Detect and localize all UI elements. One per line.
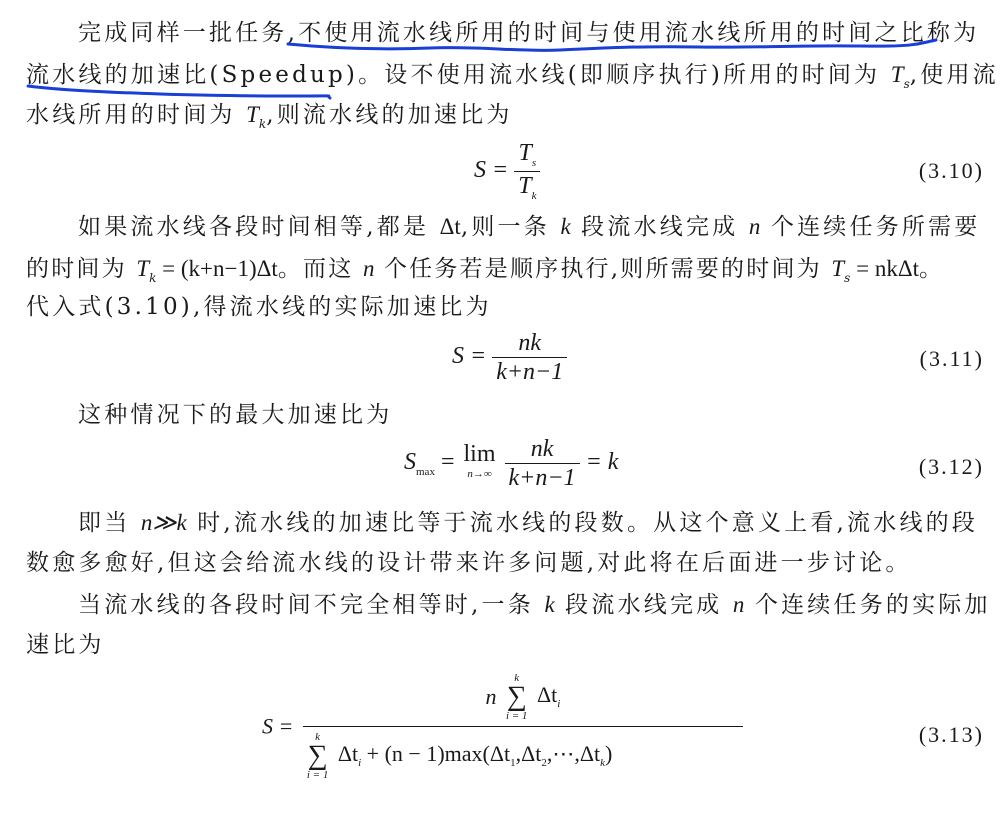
math-expr: = (k+n−1)Δt <box>156 256 278 281</box>
summation <box>506 672 527 722</box>
denominator: k+n−1 <box>505 463 580 491</box>
numerator: nk <box>530 436 554 462</box>
math-expr: = nkΔt <box>850 256 919 281</box>
sum-lower: i = 1 <box>306 769 329 781</box>
math-sub: max <box>416 466 435 479</box>
math-var: T <box>518 173 532 199</box>
math-sub: i <box>557 698 561 710</box>
math-var: T <box>136 256 150 281</box>
math-sub: 1 <box>510 757 516 769</box>
math-var: n <box>485 684 497 709</box>
text-span: 完成同样一批任务 <box>78 20 288 46</box>
text-span: 如果流水线各段时间相等,都是 <box>78 214 440 240</box>
math-var: S <box>404 449 416 476</box>
equation-3-10 <box>474 140 540 203</box>
eq-lhs: S = <box>452 343 487 370</box>
math-term: Δt <box>337 741 359 766</box>
fraction <box>492 330 567 385</box>
text-span: 称为 <box>926 20 980 46</box>
equation-3-12 <box>404 436 618 491</box>
equation-number-3-11: (3.11) <box>919 346 984 371</box>
equation-3-11 <box>452 330 567 385</box>
lim-sub: n→∞ <box>467 467 492 480</box>
numerator <box>303 672 743 726</box>
math-var: k <box>560 214 571 239</box>
paragraph-1-line-3 <box>26 100 513 133</box>
equation-number-3-12: (3.12) <box>918 454 984 479</box>
text-span: 。设不使用流水线(即顺序执行)所用的时间为 <box>358 62 891 88</box>
math-sub: k <box>531 190 537 202</box>
math-sub: i <box>358 757 362 769</box>
math-var: n <box>748 214 761 239</box>
paragraph-1-line-1 <box>78 18 979 48</box>
math-term: Δt <box>536 682 558 707</box>
text-span: 。 <box>919 256 945 282</box>
text-span: 当流水线的各段时间不完全相等时,一条 <box>78 592 545 618</box>
fraction <box>514 140 540 203</box>
paragraph-2-line-2 <box>26 254 944 287</box>
fraction <box>505 436 580 491</box>
math-var: k <box>544 592 555 617</box>
text-span: 水线所用的时间为 <box>26 102 247 128</box>
denominator <box>303 726 743 781</box>
math-expr: n≫k <box>140 510 187 535</box>
fraction <box>303 672 743 781</box>
denominator: k+n−1 <box>492 357 567 385</box>
sum-lower: i = 1 <box>505 710 528 722</box>
paragraph-3-line-1: 这种情况下的最大加速比为 <box>78 402 393 428</box>
paragraph-4-line-1 <box>78 508 978 538</box>
eq-lhs: S = <box>262 713 294 739</box>
math-sub: k <box>258 117 267 131</box>
text-span: 。而这 <box>277 256 363 282</box>
text-span: 即当 <box>78 510 141 536</box>
text-span: 的时间为 <box>26 256 137 282</box>
math-var: T <box>831 256 845 281</box>
math-sub: s <box>903 77 910 91</box>
equation-3-13 <box>262 672 743 781</box>
paragraph-5-line-1 <box>78 590 991 620</box>
math-expr: Δt <box>439 214 461 239</box>
paragraph-4-line-2: 数愈多愈好,但这会给流水线的设计带来许多问题,对此将在后面进一步讨论。 <box>26 550 912 576</box>
sum-upper: k <box>514 672 520 684</box>
text-span: 个任务若是顺序执行,则所需要的时间为 <box>374 256 832 282</box>
text-span: 个连续任务的实际加 <box>744 592 991 618</box>
math-term: ,Δt <box>515 741 542 766</box>
equals-sign: = <box>434 449 461 476</box>
text-span: ,则流水线的加速比为 <box>266 102 513 128</box>
sum-upper: k <box>315 731 321 743</box>
paragraph-1-line-2 <box>26 60 999 93</box>
math-var: T <box>246 102 259 127</box>
math-sub: s <box>844 271 851 285</box>
math-var: T <box>518 140 532 166</box>
eq-rhs: = k <box>579 449 619 476</box>
summation <box>307 731 328 781</box>
underlined-definition: ,不使用流水线所用的时间与使用流水线所用的时间之比 <box>287 20 927 46</box>
numerator: nk <box>518 330 542 356</box>
math-sub: k <box>149 271 157 285</box>
text-span: ,使用流 <box>909 62 999 88</box>
math-term: + (n − 1)max(Δt <box>361 741 511 766</box>
math-var: n <box>732 592 745 617</box>
eq-lhs: S = <box>474 157 509 184</box>
math-term: ) <box>605 741 613 766</box>
math-var: T <box>890 62 904 87</box>
denominator <box>514 171 540 203</box>
text-span: 时,流水线的加速比等于流水线的段数。从这个意义上看,流水线的段 <box>186 510 979 536</box>
paragraph-2-line-3: 代入式(3.10),得流水线的实际加速比为 <box>26 294 492 320</box>
text-span: 段流水线完成 <box>554 592 733 618</box>
sigma-symbol: ∑ <box>506 681 527 712</box>
underlined-term: 流水线的加速比(Speedup) <box>26 62 359 88</box>
text-span: 个连续任务所需要 <box>760 214 981 240</box>
text-span: 段流水线完成 <box>570 214 749 240</box>
limit <box>463 440 496 484</box>
math-term: ,⋯,Δt <box>546 741 601 766</box>
math-sub: k <box>600 757 606 769</box>
equation-number-3-13: (3.13) <box>918 722 984 747</box>
math-var: n <box>362 256 375 281</box>
text-span: ,则一条 <box>460 214 561 240</box>
paragraph-2-line-1 <box>78 212 981 242</box>
sigma-symbol: ∑ <box>307 740 328 771</box>
equation-number-3-10: (3.10) <box>918 158 984 183</box>
math-sub: s <box>531 157 537 169</box>
paragraph-5-line-2: 速比为 <box>26 632 105 658</box>
numerator <box>515 140 541 171</box>
math-sub: 2 <box>541 757 547 769</box>
lim-text: lim <box>463 440 496 467</box>
